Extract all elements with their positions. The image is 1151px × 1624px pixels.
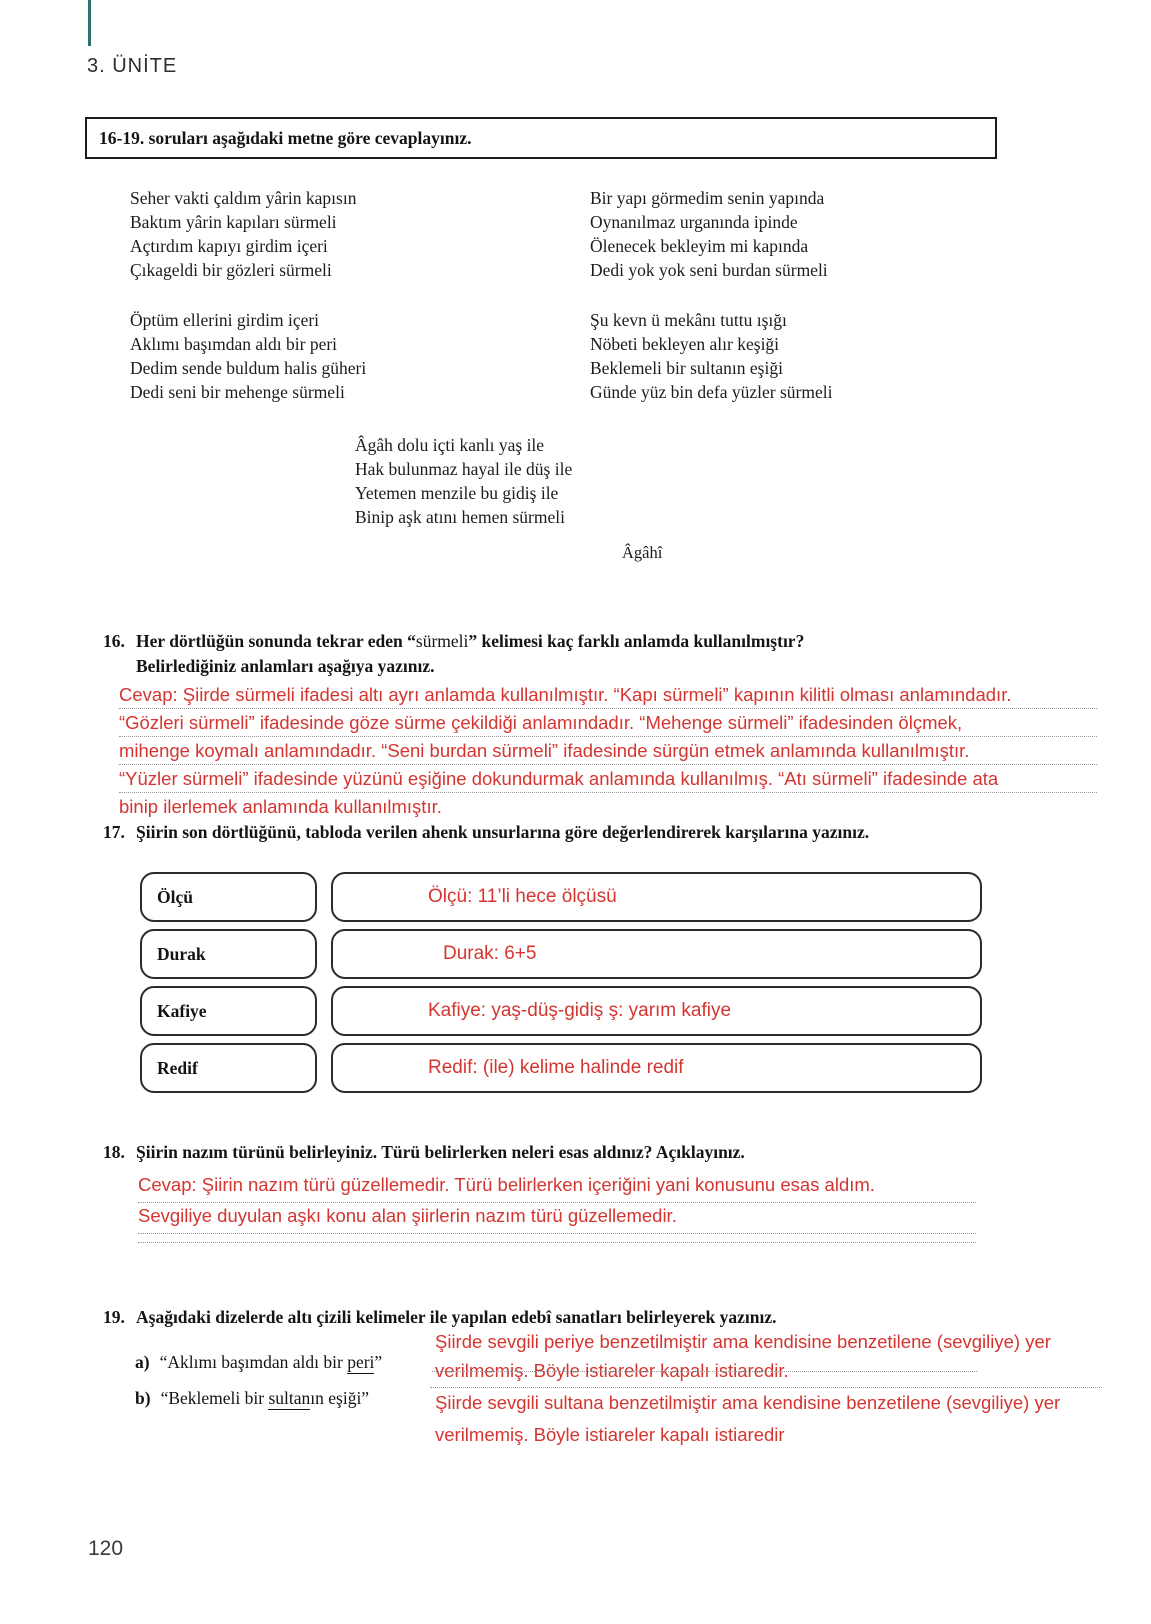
poem-stanza-2	[130, 308, 366, 404]
poem-line: Öptüm ellerini girdim içeri	[130, 310, 320, 330]
question-19-number: 19.	[103, 1307, 125, 1327]
table-answer-olcu	[331, 872, 982, 922]
table-answer-text: Kafiye: yaş-düş-gidiş ş: yarım kafiye	[428, 1000, 732, 1021]
poem-stanza-5	[355, 433, 572, 529]
item-b-underlined-word: sultan	[268, 1388, 311, 1408]
answer-19b-line1: Şiirde sevgili sultana benzetilmiştir ama kendisine benzetilene (sevgiliye) yer	[435, 1392, 1061, 1413]
page-number: 120	[88, 1537, 124, 1560]
poem-line: Hak bulunmaz hayal ile düş ile	[355, 459, 573, 479]
poem-line: Bir yapı görmedim senin yapında	[590, 188, 825, 208]
table-label-olcu	[140, 872, 317, 922]
unit-accent-bar	[88, 0, 91, 46]
table-label-text: Kafiye	[157, 1000, 207, 1021]
question-17-number: 17.	[103, 822, 125, 842]
question-16-text-line2: Belirlediğiniz anlamları aşağıya yazınız.	[136, 656, 435, 676]
item-b-label: b)	[135, 1388, 151, 1408]
blank-answer-line	[138, 1242, 976, 1243]
poem-line: Günde yüz bin defa yüzler sürmeli	[590, 382, 833, 402]
poem-stanza-1	[130, 186, 356, 282]
answer-16-line: “Yüzler sürmeli” ifadesinde yüzünü eşiğine dokundurmak anlamında kullanılmış. “Atı sürmeli” ifadesinde ata	[119, 765, 1097, 793]
instruction-text: 16-19. soruları aşağıdaki metne göre cevaplayınız.	[99, 127, 472, 148]
poem-line: Çıkageldi bir gözleri sürmeli	[130, 260, 332, 280]
answer-16-line: binip ilerlemek anlamında kullanılmıştır.	[119, 796, 442, 817]
item-a-before: “Aklımı başımdan aldı bir	[159, 1352, 348, 1372]
answer-18-line: Cevap: Şiirin nazım türü güzellemedir. Türü belirlerken içeriğini yani konusunu esas aldım.	[138, 1172, 976, 1203]
item-b-before: “Beklemeli bir	[160, 1388, 269, 1408]
poem-line: Oynanılmaz urganında ipinde	[590, 212, 798, 232]
table-answer-kafiye	[331, 986, 982, 1036]
answer-line-dotted	[432, 1371, 977, 1372]
answer-16	[119, 681, 1097, 820]
answer-18	[138, 1172, 976, 1234]
table-label-redif	[140, 1043, 317, 1093]
item-a-underlined-word: peri	[347, 1352, 375, 1372]
question-16-text	[136, 629, 804, 679]
poem-line: Şu kevn ü mekânı tuttu ışığı	[590, 310, 787, 330]
table-label-text: Redif	[157, 1057, 198, 1078]
table-answer-text: Ölçü: 11’li hece ölçüsü	[428, 886, 617, 907]
table-answer-redif	[331, 1043, 982, 1093]
table-label-kafiye	[140, 986, 317, 1036]
answer-16-line: mihenge koymalı anlamındadır. “Seni burdan sürmeli” ifadesinde sürgün etmek anlamında kullanılmıştır.	[119, 737, 1097, 765]
poem-line: Yetemen menzile bu gidiş ile	[355, 483, 559, 503]
question-17	[103, 820, 1083, 845]
poem-line: Baktım yârin kapıları sürmeli	[130, 212, 337, 232]
poem-stanza-3	[590, 186, 828, 282]
question-16-number: 16.	[103, 631, 125, 651]
item-a-label: a)	[135, 1352, 150, 1372]
table-label-text: Durak	[157, 943, 206, 964]
poem-line: Dedim sende buldum halis güheri	[130, 358, 367, 378]
answer-line-dotted	[430, 1387, 1102, 1388]
poem-line: Beklemeli bir sultanın eşiği	[590, 358, 783, 378]
unit-label: 3. ÜNİTE	[87, 55, 178, 77]
instruction-box	[85, 117, 997, 159]
table-answer-text: Durak: 6+5	[443, 943, 537, 964]
answer-18-line: Sevgiliye duyulan aşkı konu alan şiirlerin nazım türü güzellemedir.	[138, 1203, 976, 1234]
question-19-item-a	[135, 1352, 382, 1373]
question-19-text: Aşağıdaki dizelerde altı çizili kelimeler ile yapılan edebî sanatları belirleyerek yazınız.	[136, 1307, 777, 1327]
table-answer-durak	[331, 929, 982, 979]
question-18-text: Şiirin nazım türünü belirleyiniz. Türü belirlerken neleri esas aldınız? Açıklayınız.	[136, 1142, 745, 1162]
poem-line: Âgâh dolu içti kanlı yaş ile	[355, 435, 545, 455]
answer-16-line: Cevap: Şiirde sürmeli ifadesi altı ayrı anlamda kullanılmıştır. “Kapı sürmeli” kapının kilitli olması anlamındadır.	[119, 681, 1097, 709]
question-16-keyword: sürmeli	[415, 631, 469, 651]
question-16-text-after: ” kelimesi kaç farklı anlamda kullanılmıştır?	[468, 631, 805, 651]
question-18-number: 18.	[103, 1142, 125, 1162]
poem-line: Nöbeti bekleyen alır keşiği	[590, 334, 780, 354]
table-label-durak	[140, 929, 317, 979]
question-19-item-b	[135, 1388, 369, 1409]
poem-line: Dedi yok yok seni burdan sürmeli	[590, 260, 828, 280]
poem-stanza-4	[590, 308, 833, 404]
table-answer-text: Redif: (ile) kelime halinde redif	[428, 1057, 684, 1078]
answer-19a-line1: Şiirde sevgili periye benzetilmiştir ama kendisine benzetilene (sevgiliye) yer	[435, 1331, 1051, 1352]
poem-line: Aklımı başımdan aldı bir peri	[130, 334, 338, 354]
answer-19a-line2: verilmemiş. Böyle istiareler kapalı istiaredir.	[435, 1360, 789, 1381]
poem-line: Ölenecek bekleyim mi kapında	[590, 236, 809, 256]
poem-line: Binip aşk atını hemen sürmeli	[355, 507, 565, 527]
question-16	[103, 629, 1023, 679]
question-18	[103, 1140, 1023, 1165]
poet-signature: Âgâhî	[622, 543, 663, 562]
poem-line: Seher vakti çaldım yârin kapısın	[130, 188, 357, 208]
item-a-after: ”	[374, 1352, 383, 1372]
answer-19b-line2: verilmemiş. Böyle istiareler kapalı istiaredir	[435, 1424, 785, 1445]
table-label-text: Ölçü	[157, 886, 193, 907]
answer-16-line: “Gözleri sürmeli” ifadesinde göze sürme çekildiği anlamındadır. “Mehenge sürmeli” ifadesinden ölçmek,	[119, 709, 1097, 737]
question-17-text: Şiirin son dörtlüğünü, tabloda verilen ahenk unsurlarına göre değerlendirerek karşılarına yazınız.	[136, 822, 870, 842]
poem-line: Açtırdım kapıyı girdim içeri	[130, 236, 328, 256]
question-19	[103, 1305, 1083, 1330]
item-b-after: ın eşiği”	[310, 1388, 370, 1408]
poem-line: Dedi seni bir mehenge sürmeli	[130, 382, 345, 402]
question-16-text-before: Her dörtlüğün sonunda tekrar eden “	[136, 631, 416, 651]
